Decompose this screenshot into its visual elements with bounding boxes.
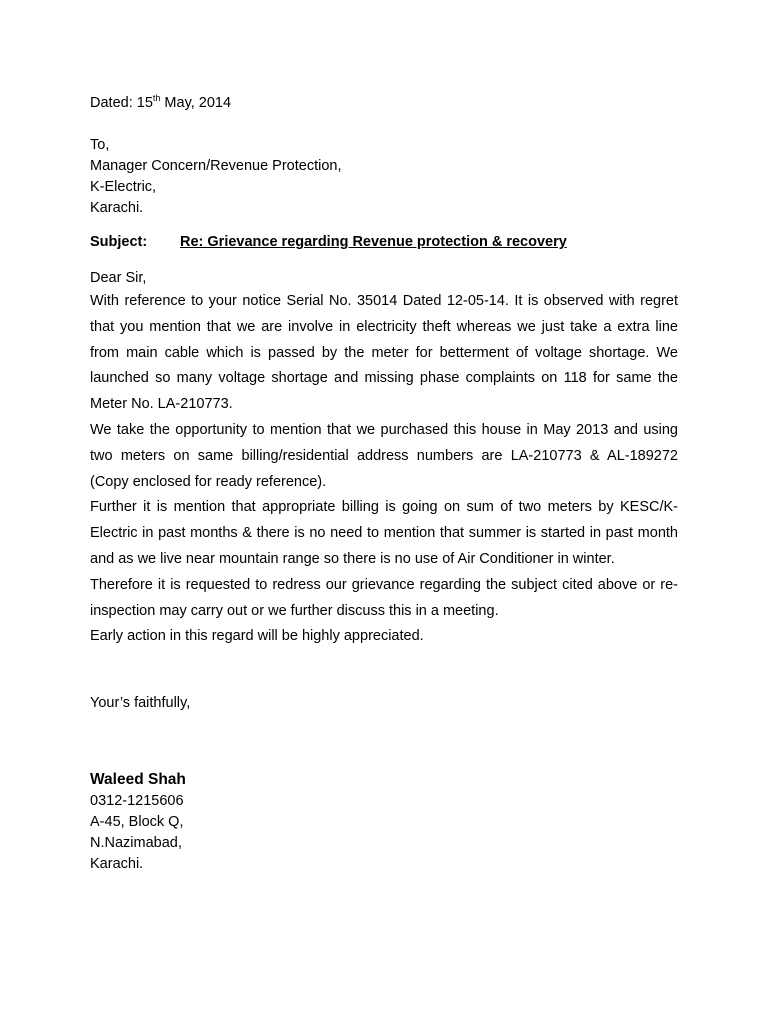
signatory-phone: 0312-1215606 (90, 793, 184, 810)
date-suffix: May, 2014 (160, 95, 232, 111)
date-superscript: th (152, 93, 161, 104)
body-paragraph-5: Early action in this regard will be highly appreciated. (90, 628, 424, 645)
recipient-label: To, (90, 137, 110, 153)
recipient-line-1: Manager Concern/Revenue Protection, (90, 158, 342, 174)
salutation: Dear Sir, (90, 270, 147, 286)
body-paragraph-3: Further it is mention that appropriate billing is going on sum of two meters by KESC/K-Electric in past months & there is no need to mention that summer is started in past month and as we live near mountain range so there is no use of Air Conditioner in winter. (90, 499, 678, 567)
body-paragraph-1: With reference to your notice Serial No. 35014 Dated 12-05-14. It is observed with regret that you mention that we are involve in electricity theft whereas we just take a extra line from main cable which is passed by the meter for betterment of voltage shortage. We launched so many voltage shortage and missing phase complaints on 118 for same the Meter No. LA-210773. (90, 293, 678, 413)
recipient-line-3: Karachi. (90, 200, 144, 216)
signature-block (90, 768, 678, 875)
date-prefix: Dated: 15 (90, 95, 153, 111)
recipient-block (90, 135, 678, 219)
subject-label: Subject: (90, 234, 148, 250)
signatory-address-2: N.Nazimabad, (90, 835, 182, 852)
body-paragraph-2: We take the opportunity to mention that we purchased this house in May 2013 and using two meters on same billing/residential address numbers are LA-210773 & AL-189272 (Copy enclosed for ready reference). (90, 421, 678, 490)
date-line (90, 93, 678, 114)
subject-text: Re: Grievance regarding Revenue protection & recovery (180, 234, 567, 250)
letter-body (90, 289, 678, 650)
body-paragraph-4: Therefore it is requested to redress our grievance regarding the subject cited above or re-inspection may carry out or we further discuss this in a meeting. (90, 576, 678, 619)
signatory-name: Waleed Shah (90, 771, 186, 789)
closing-line: Your’s faithfully, (90, 695, 191, 712)
signatory-address-1: A-45, Block Q, (90, 814, 184, 831)
recipient-line-2: K-Electric, (90, 179, 157, 195)
subject-line (90, 232, 678, 253)
letter-content (90, 93, 678, 875)
signatory-address-3: Karachi. (90, 856, 144, 873)
